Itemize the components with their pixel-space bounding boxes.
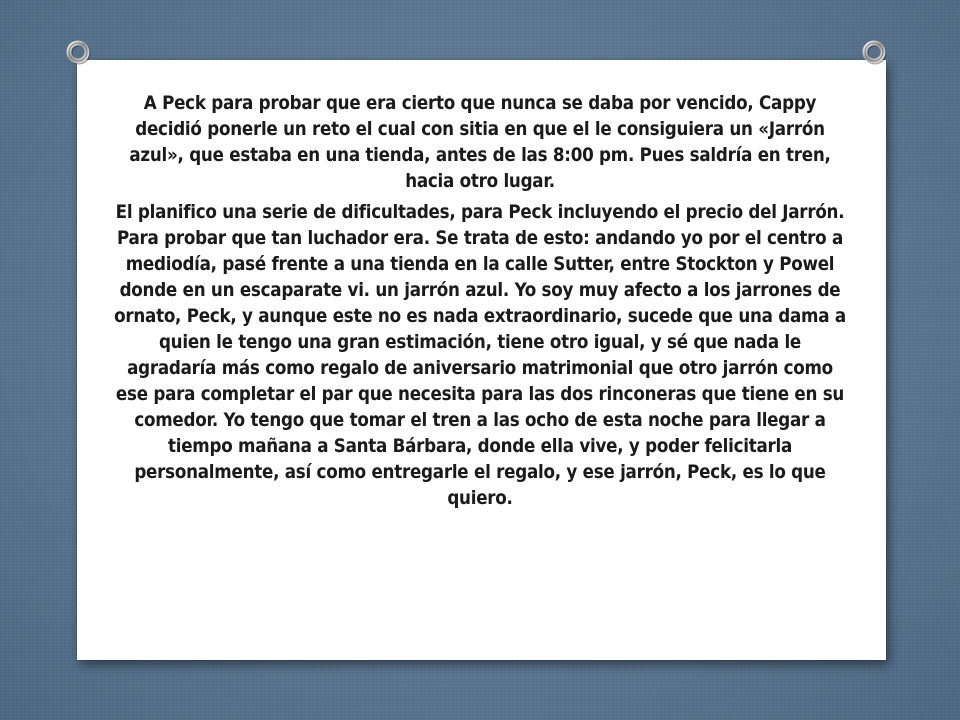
slide-body [112, 91, 848, 517]
paragraph-intro: A Peck para probar que era cierto que nunca se daba por vencido, Cappy decidió ponerle un reto el cual con sitia en que el le consiguiera un «Jarrón azul», que estaba en una tienda, antes de las 8:00 pm. Pues saldría en tren, hacia otro lugar. [129, 93, 831, 192]
binder-ring-icon [62, 36, 94, 68]
binder-ring-icon [858, 36, 890, 68]
paragraph-main: El planifico una serie de dificultades, para Peck incluyendo el precio del Jarrón. Para probar que tan luchador era. Se trata de esto: andando yo por el centro a mediodía, pasé frente a una tienda en la calle Sutter, entre Stockton y Powel donde en un escaparate vi. un jarrón azul. Yo soy muy afecto a los jarrones de ornato, Peck, y aunque este no es nada extraordinario, sucede que una dama a quien le tengo una gran estimación, tiene otro igual, y sé que nada le agradaría más como regalo de aniversario matrimonial que otro jarrón como ese para completar el par que necesita para las dos rinconeras que tiene en su comedor. Yo tengo que tomar el tren a las ocho de esta noche para llegar a tiempo mañana a Santa Bárbara, donde ella vive, y poder felicitarla personalmente, así como entregarle el regalo, y ese jarrón, Peck, es lo que quiero. [114, 202, 846, 509]
